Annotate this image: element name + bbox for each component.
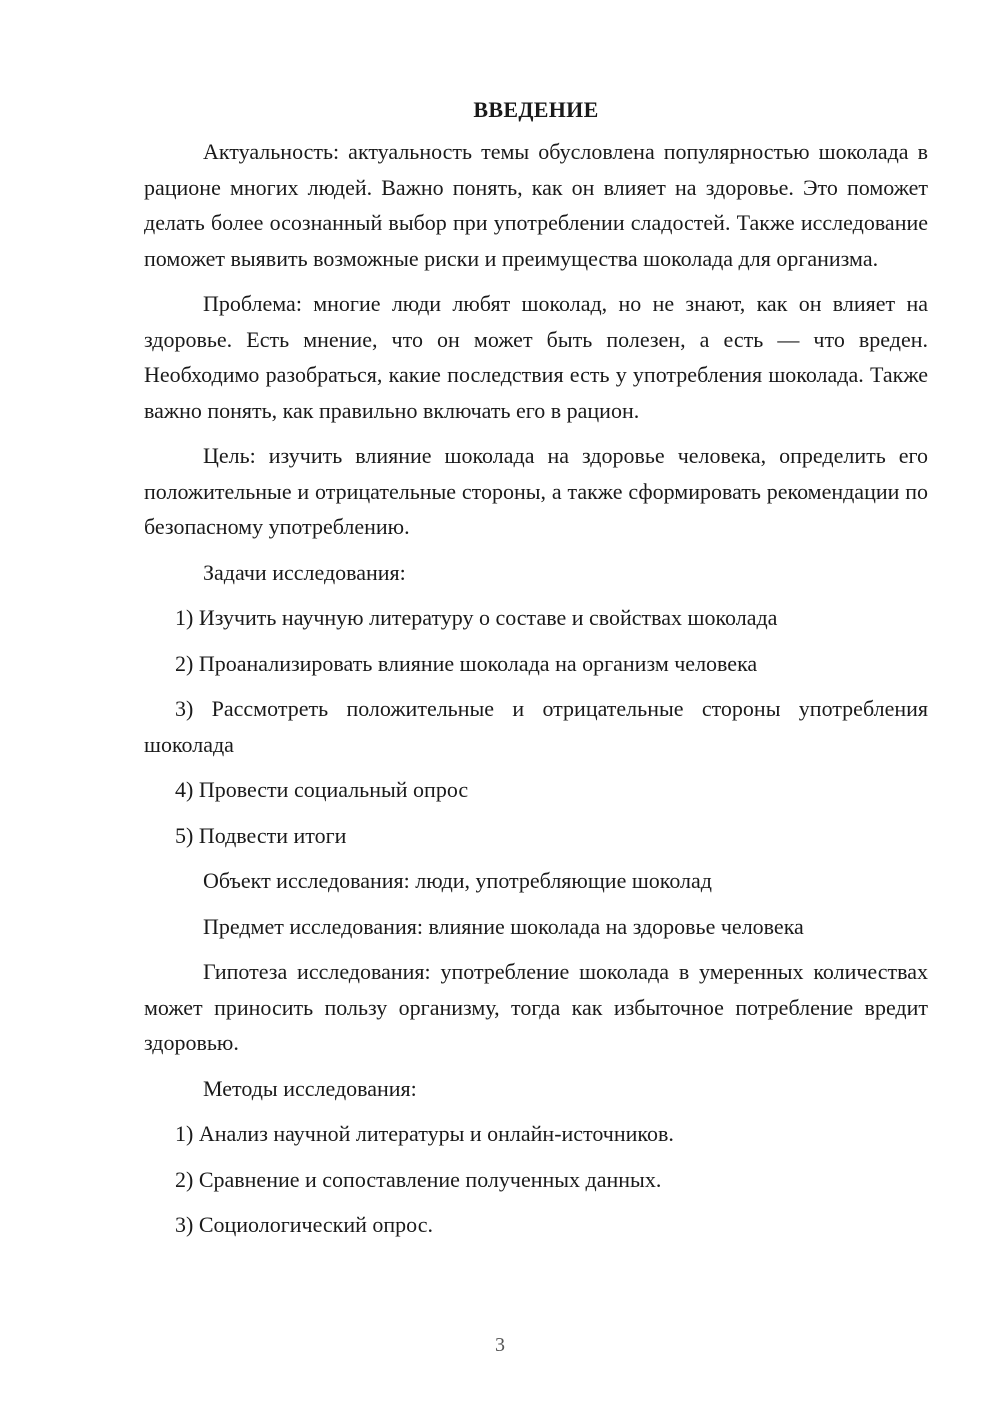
task-item-4: 4) Провести социальный опрос — [175, 777, 469, 802]
task-item-3: 3) Рассмотреть положительные и отрицательные стороны употребления шоколада — [144, 696, 928, 757]
method-item-1: 1) Анализ научной литературы и онлайн-источников. — [175, 1121, 674, 1146]
method-item-3: 3) Социологический опрос. — [175, 1212, 433, 1237]
methods-heading: Методы исследования: — [203, 1075, 417, 1101]
object-paragraph: Объект исследования: люди, употребляющие шоколад — [203, 868, 712, 893]
task-item-5: 5) Подвести итоги — [175, 822, 347, 848]
relevance-paragraph: Актуальность: актуальность темы обусловлена популярностью шоколада в рационе многих людей. Важно понять, как он влияет на здоровье. Это поможет делать более осознанный выбор при употреблении сладостей. Также исследование поможет выявить возможные риски и преимущества шоколада для организма. — [144, 139, 928, 271]
problem-paragraph: Проблема: многие люди любят шоколад, но не знают, как он влияет на здоровье. Есть мнение, что он может быть полезен, а есть — что вреден. Необходимо разобраться, какие последствия есть у употребления шоколада. Также важно понять, как правильно включать его в рацион. — [144, 291, 928, 423]
task-item-2: 2) Проанализировать влияние шоколада на организм человека — [175, 650, 758, 676]
goal-paragraph: Цель: изучить влияние шоколада на здоровье человека, определить его положительные и отрицательные стороны, а также сформировать рекомендации по безопасному употреблению. — [144, 443, 928, 539]
tasks-heading: Задачи исследования: — [203, 559, 406, 585]
task-item-1: 1) Изучить научную литературу о составе и свойствах шоколада — [175, 605, 778, 630]
document-title: ВВЕДЕНИЕ — [473, 97, 599, 122]
page-number: 3 — [495, 1334, 505, 1356]
hypothesis-paragraph: Гипотеза исследования: употребление шоколада в умеренных количествах может приносить пользу организму, тогда как избыточное потребление вредит здоровью. — [144, 959, 928, 1055]
subject-paragraph: Предмет исследования: влияние шоколада на здоровье человека — [203, 913, 804, 939]
method-item-2: 2) Сравнение и сопоставление полученных данных. — [175, 1166, 662, 1192]
document-page — [144, 92, 928, 1253]
